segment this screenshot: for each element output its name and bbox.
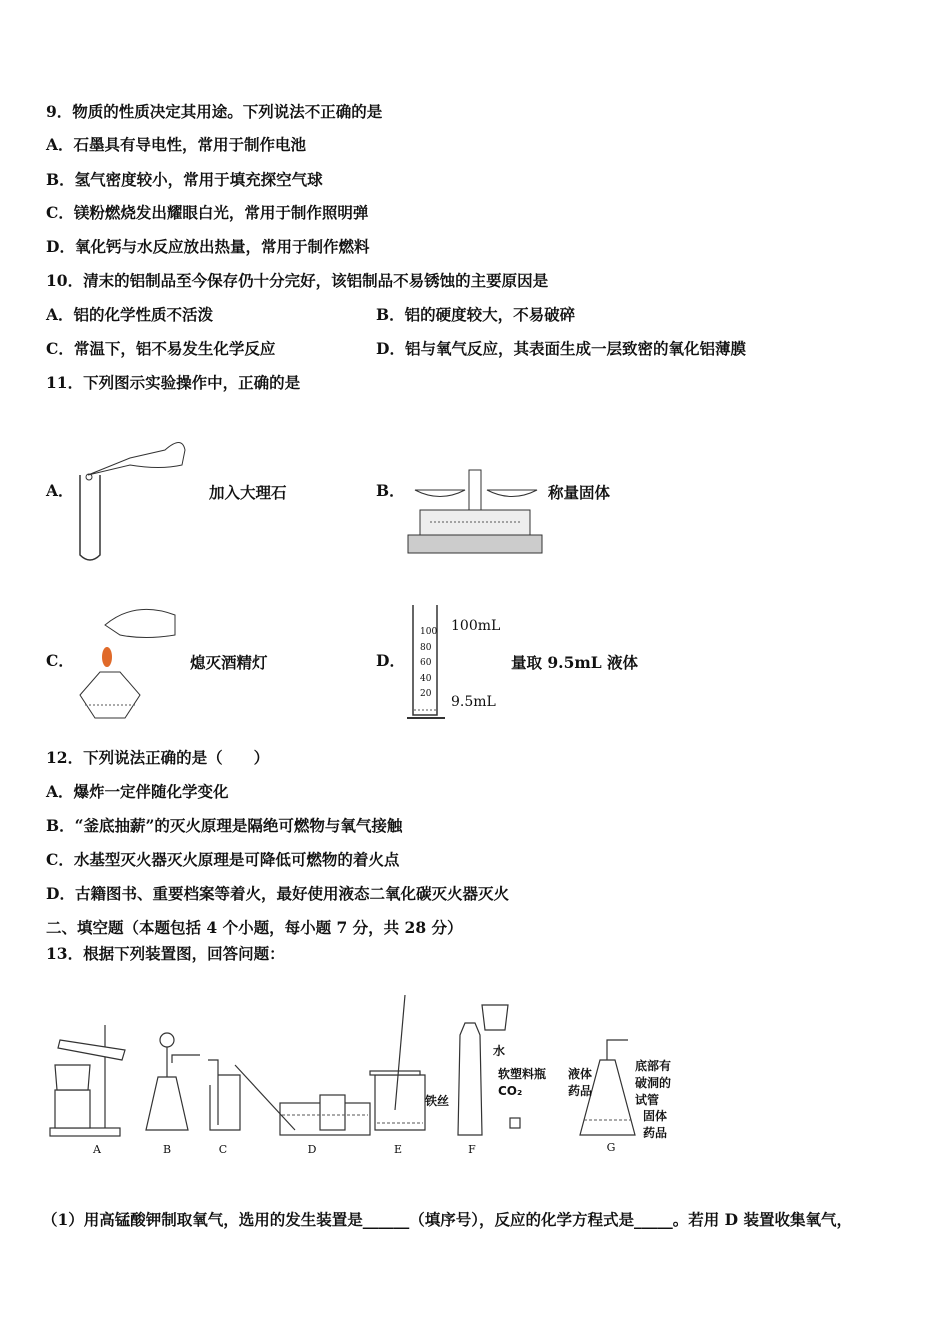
q13-stem: 13．根据下列装置图，回答问题： bbox=[46, 944, 285, 963]
apparatus-label-b: B bbox=[162, 1143, 172, 1156]
tick-100: 100 bbox=[420, 627, 438, 637]
apparatus-diagram bbox=[50, 985, 690, 1156]
q10-stem: 10．清末的铝制品至今保存仍十分完好，该铝制品不易锈蚀的主要原因是 bbox=[46, 271, 549, 290]
q9-option-a: A．石墨具有导电性，常用于制作电池 bbox=[46, 135, 307, 154]
q11-letter-a: A． bbox=[46, 481, 74, 500]
q11-caption-a: 加入大理石 bbox=[209, 483, 287, 502]
tick-80: 80 bbox=[420, 642, 432, 653]
q9-option-c: C．镁粉燃烧发出耀眼白光，常用于制作照明弹 bbox=[46, 203, 369, 222]
q11-caption-b: 称量固体 bbox=[548, 483, 611, 502]
q9-option-b: B．氢气密度较小，常用于填充探空气球 bbox=[46, 170, 323, 189]
label-tube-3: 试管 bbox=[635, 1093, 660, 1107]
q10-option-c: C．常温下，铝不易发生化学反应 bbox=[46, 339, 276, 358]
label-100ml: 100mL bbox=[451, 618, 501, 634]
alcohol-lamp-illustration bbox=[75, 600, 185, 725]
q10-option-a: A．铝的化学性质不活泼 bbox=[46, 305, 214, 324]
label-tube-1: 底部有 bbox=[635, 1059, 672, 1073]
q11-caption-c: 熄灭酒精灯 bbox=[190, 653, 268, 672]
balance-illustration bbox=[405, 465, 545, 560]
apparatus-label-d: D bbox=[307, 1143, 317, 1156]
q12-option-a: A．爆炸一定伴随化学变化 bbox=[46, 782, 229, 801]
q12-option-c: C．水基型灭火器灭火原理是可降低可燃物的着火点 bbox=[46, 850, 400, 869]
q10-option-d: D．铝与氧气反应，其表面生成一层致密的氧化铝薄膜 bbox=[376, 339, 746, 358]
apparatus-label-c: C bbox=[218, 1143, 228, 1156]
label-liquid-1: 液体 bbox=[568, 1067, 593, 1081]
label-solid-2: 药品 bbox=[643, 1126, 668, 1140]
apparatus-label-e: E bbox=[393, 1143, 403, 1156]
label-co2: CO₂ bbox=[498, 1084, 523, 1098]
q12-option-d: D．古籍图书、重要档案等着火，最好使用液态二氧化碳灭火器灭火 bbox=[46, 884, 509, 903]
q9-stem: 9．物质的性质决定其用途。下列说法不正确的是 bbox=[46, 102, 383, 121]
label-solid-1: 固体 bbox=[643, 1109, 668, 1123]
label-soft-bottle: 软塑料瓶 bbox=[498, 1067, 547, 1081]
test-tube-illustration bbox=[70, 420, 190, 565]
q12-stem: 12．下列说法正确的是（ ） bbox=[46, 748, 270, 767]
apparatus-label-f: F bbox=[468, 1143, 476, 1156]
q11-letter-b: B． bbox=[376, 481, 405, 500]
label-9-5ml: 9.5mL bbox=[451, 694, 496, 710]
tick-20: 20 bbox=[420, 689, 432, 699]
q11-letter-c: C． bbox=[46, 651, 74, 670]
q10-option-b: B．铝的硬度较大，不易破碎 bbox=[376, 305, 576, 324]
q11-letter-d: D． bbox=[376, 651, 405, 670]
tick-60: 60 bbox=[420, 658, 432, 668]
label-liquid-2: 药品 bbox=[568, 1084, 593, 1098]
label-tube-2: 破洞的 bbox=[635, 1076, 672, 1090]
q12-option-b: B．“釜底抽薪”的灭火原理是隔绝可燃物与氧气接触 bbox=[46, 816, 403, 835]
q11-caption-d: 量取 9.5mL 液体 bbox=[511, 653, 639, 672]
apparatus-label-a: A bbox=[93, 1143, 101, 1156]
label-iron-wire: 铁丝 bbox=[425, 1094, 450, 1108]
label-water: 水 bbox=[493, 1044, 506, 1058]
section-heading: 二、填空题（本题包括 4 个小题，每小题 7 分，共 28 分） bbox=[46, 918, 463, 937]
q9-option-d: D．氧化钙与水反应放出热量，常用于制作燃料 bbox=[46, 237, 370, 256]
tick-40: 40 bbox=[420, 673, 432, 684]
q13-part-1: （1）用高锰酸钾制取氧气，选用的发生装置是______（填序号），反应的化学方程式是_____。若用 D 装置收集氧气， bbox=[42, 1210, 853, 1229]
q11-stem: 11．下列图示实验操作中，正确的是 bbox=[46, 373, 301, 392]
apparatus-label-g: G bbox=[606, 1141, 616, 1154]
